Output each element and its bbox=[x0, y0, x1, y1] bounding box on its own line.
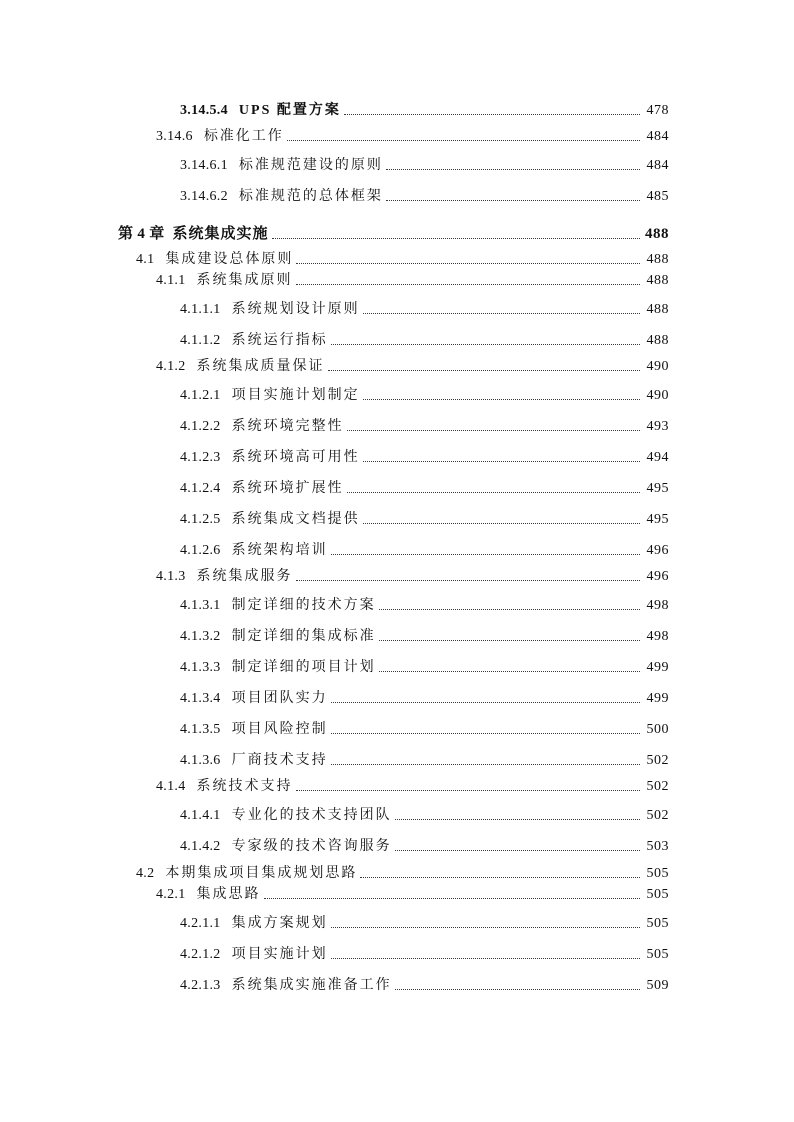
page-number: 498 bbox=[646, 598, 669, 613]
page-number: 488 bbox=[645, 226, 669, 242]
toc-entry[interactable] bbox=[180, 626, 669, 647]
toc-entry[interactable] bbox=[180, 595, 669, 616]
toc-entry[interactable] bbox=[156, 270, 669, 291]
dot-leader bbox=[363, 506, 640, 524]
toc-entry[interactable] bbox=[180, 657, 669, 678]
toc-entry-number: 4.1.2.1 bbox=[180, 388, 221, 403]
toc-entry-title: 项目风险控制 bbox=[231, 722, 328, 737]
toc-entry-number: 4.1 bbox=[136, 252, 155, 267]
toc-entry-number: 4.1.1.1 bbox=[180, 302, 221, 317]
page-number: 485 bbox=[646, 189, 669, 204]
toc-entry-title: 系统环境高可用性 bbox=[231, 450, 360, 465]
dot-leader bbox=[296, 246, 640, 264]
dot-leader bbox=[287, 123, 640, 141]
dot-leader bbox=[395, 802, 640, 820]
dot-leader bbox=[379, 623, 640, 641]
toc-entry[interactable] bbox=[180, 836, 669, 857]
page-number: 490 bbox=[646, 359, 669, 374]
dot-leader bbox=[379, 592, 640, 610]
toc-entry[interactable] bbox=[180, 719, 669, 740]
dot-leader bbox=[331, 685, 640, 703]
toc-entry-title: 系统运行指标 bbox=[231, 333, 328, 348]
toc-entry-title: 系统集成服务 bbox=[196, 569, 293, 584]
toc-entry[interactable] bbox=[180, 385, 669, 406]
toc-entry-title: 系统环境扩展性 bbox=[231, 481, 344, 496]
toc-entry-number: 4.1.1 bbox=[156, 273, 186, 288]
toc-entry[interactable] bbox=[180, 509, 669, 530]
dot-leader bbox=[344, 97, 640, 115]
toc-entry[interactable] bbox=[156, 356, 669, 377]
page-number: 495 bbox=[646, 481, 669, 496]
page-number: 495 bbox=[646, 512, 669, 527]
toc-entry[interactable] bbox=[180, 447, 669, 468]
page-number: 478 bbox=[646, 103, 669, 118]
toc-entry-number: 4.1.3.3 bbox=[180, 660, 221, 675]
dot-leader bbox=[328, 353, 641, 371]
page-number: 493 bbox=[646, 419, 669, 434]
toc-entry[interactable] bbox=[180, 540, 669, 561]
toc-entry[interactable] bbox=[156, 566, 669, 587]
toc-entry-number: 4.1.2.5 bbox=[180, 512, 221, 527]
toc-entry-number: 4.1.3.1 bbox=[180, 598, 221, 613]
page-number: 494 bbox=[646, 450, 669, 465]
toc-entry-number: 4.1.2.2 bbox=[180, 419, 221, 434]
dot-leader bbox=[264, 881, 641, 899]
dot-leader bbox=[363, 382, 640, 400]
toc-entry[interactable] bbox=[180, 478, 669, 499]
toc-entry[interactable] bbox=[180, 944, 669, 965]
toc-entry-title: 标准规范的总体框架 bbox=[238, 189, 383, 204]
toc-entry-title: 厂商技术支持 bbox=[231, 753, 328, 768]
dot-leader bbox=[331, 747, 640, 765]
toc-entry-number: 4.1.3.2 bbox=[180, 629, 221, 644]
toc-entry-number: 4.1.3.4 bbox=[180, 691, 221, 706]
toc-entry-number: 4.1.3 bbox=[156, 569, 186, 584]
toc-entry-number: 4.1.2 bbox=[156, 359, 186, 374]
dot-leader bbox=[296, 267, 641, 285]
page-number: 496 bbox=[646, 569, 669, 584]
toc-entry-number: 4.2.1.1 bbox=[180, 916, 221, 931]
toc-entry-number: 4.1.4.1 bbox=[180, 808, 221, 823]
toc-entry[interactable] bbox=[180, 913, 669, 934]
toc-entry[interactable] bbox=[180, 750, 669, 771]
page-number: 484 bbox=[646, 129, 669, 144]
dot-leader bbox=[379, 654, 640, 672]
page-number: 488 bbox=[646, 273, 669, 288]
toc-entry-title: 系统集成实施准备工作 bbox=[231, 978, 392, 993]
table-of-contents bbox=[118, 100, 669, 996]
page-number: 502 bbox=[646, 808, 669, 823]
toc-entry-number: 第 4 章 bbox=[118, 226, 165, 242]
toc-entry-title: 系统集成质量保证 bbox=[196, 359, 325, 374]
page-number: 496 bbox=[646, 543, 669, 558]
toc-entry-number: 3.14.6.2 bbox=[180, 189, 228, 204]
page-number: 484 bbox=[646, 158, 669, 173]
toc-entry-title: UPS 配置方案 bbox=[238, 103, 341, 118]
dot-leader bbox=[386, 152, 640, 170]
toc-entry-title: 本期集成项目集成规划思路 bbox=[165, 866, 358, 881]
toc-entry-number: 4.2.1 bbox=[156, 887, 186, 902]
toc-entry[interactable] bbox=[156, 776, 669, 797]
toc-entry[interactable] bbox=[180, 975, 669, 996]
page-number: 498 bbox=[646, 629, 669, 644]
dot-leader bbox=[347, 413, 640, 431]
page-number: 509 bbox=[646, 978, 669, 993]
toc-entry[interactable] bbox=[180, 186, 669, 207]
toc-entry-title: 专家级的技术咨询服务 bbox=[231, 839, 392, 854]
page-number: 488 bbox=[646, 252, 669, 267]
toc-entry-title: 制定详细的项目计划 bbox=[231, 660, 376, 675]
toc-entry-title: 制定详细的技术方案 bbox=[231, 598, 376, 613]
toc-entry-title: 标准化工作 bbox=[203, 129, 284, 144]
page-number: 505 bbox=[646, 866, 669, 881]
toc-entry-title: 集成建设总体原则 bbox=[165, 252, 294, 267]
toc-entry-number: 3.14.6 bbox=[156, 129, 193, 144]
toc-entry-title: 项目团队实力 bbox=[231, 691, 328, 706]
dot-leader bbox=[272, 220, 640, 239]
toc-entry[interactable] bbox=[180, 805, 669, 826]
toc-entry-title: 系统集成文档提供 bbox=[231, 512, 360, 527]
toc-entry-number: 4.2 bbox=[136, 866, 155, 881]
dot-leader bbox=[395, 833, 640, 851]
page-number: 488 bbox=[646, 333, 669, 348]
toc-entry-number: 3.14.6.1 bbox=[180, 158, 228, 173]
page-number: 488 bbox=[646, 302, 669, 317]
toc-entry[interactable] bbox=[118, 223, 669, 245]
toc-entry-title: 系统架构培训 bbox=[231, 543, 328, 558]
dot-leader bbox=[331, 716, 640, 734]
toc-entry[interactable] bbox=[156, 126, 669, 147]
toc-entry-number: 4.1.2.3 bbox=[180, 450, 221, 465]
toc-entry-title: 系统集成原则 bbox=[196, 273, 293, 288]
toc-entry[interactable] bbox=[180, 100, 669, 121]
toc-entry-title: 项目实施计划制定 bbox=[231, 388, 360, 403]
page-number: 500 bbox=[646, 722, 669, 737]
toc-entry-title: 制定详细的集成标准 bbox=[231, 629, 376, 644]
page-number: 490 bbox=[646, 388, 669, 403]
page-number: 505 bbox=[646, 947, 669, 962]
toc-entry-number: 4.1.3.6 bbox=[180, 753, 221, 768]
dot-leader bbox=[331, 327, 640, 345]
toc-entry-number: 4.1.3.5 bbox=[180, 722, 221, 737]
dot-leader bbox=[296, 773, 641, 791]
dot-leader bbox=[331, 941, 640, 959]
toc-entry[interactable] bbox=[156, 884, 669, 905]
page-number: 499 bbox=[646, 691, 669, 706]
toc-entry-title: 标准规范建设的原则 bbox=[238, 158, 383, 173]
toc-entry-number: 4.2.1.3 bbox=[180, 978, 221, 993]
toc-entry[interactable] bbox=[180, 155, 669, 176]
page-number: 503 bbox=[646, 839, 669, 854]
page-number: 502 bbox=[646, 779, 669, 794]
page-number: 499 bbox=[646, 660, 669, 675]
toc-entry[interactable] bbox=[180, 299, 669, 320]
toc-entry-title: 系统集成实施 bbox=[172, 226, 269, 242]
toc-entry[interactable] bbox=[180, 416, 669, 437]
toc-entry-title: 集成思路 bbox=[196, 887, 261, 902]
toc-entry-number: 4.1.2.6 bbox=[180, 543, 221, 558]
toc-entry-number: 4.2.1.2 bbox=[180, 947, 221, 962]
dot-leader bbox=[363, 444, 640, 462]
toc-entry-title: 项目实施计划 bbox=[231, 947, 328, 962]
dot-leader bbox=[296, 563, 641, 581]
toc-entry-title: 系统环境完整性 bbox=[231, 419, 344, 434]
dot-leader bbox=[331, 537, 640, 555]
toc-entry[interactable] bbox=[180, 330, 669, 351]
page-number: 502 bbox=[646, 753, 669, 768]
dot-leader bbox=[386, 183, 640, 201]
toc-entry-title: 专业化的技术支持团队 bbox=[231, 808, 392, 823]
toc-entry-number: 4.1.2.4 bbox=[180, 481, 221, 496]
toc-entry-title: 系统规划设计原则 bbox=[231, 302, 360, 317]
toc-entry-number: 4.1.4.2 bbox=[180, 839, 221, 854]
toc-entry-number: 3.14.5.4 bbox=[180, 103, 228, 118]
toc-entry-title: 集成方案规划 bbox=[231, 916, 328, 931]
page-number: 505 bbox=[646, 887, 669, 902]
page-number: 505 bbox=[646, 916, 669, 931]
toc-entry-number: 4.1.1.2 bbox=[180, 333, 221, 348]
dot-leader bbox=[363, 296, 640, 314]
toc-entry[interactable] bbox=[180, 688, 669, 709]
toc-entry-title: 系统技术支持 bbox=[196, 779, 293, 794]
dot-leader bbox=[360, 860, 640, 878]
dot-leader bbox=[347, 475, 640, 493]
toc-entry-number: 4.1.4 bbox=[156, 779, 186, 794]
dot-leader bbox=[395, 972, 640, 990]
dot-leader bbox=[331, 910, 640, 928]
